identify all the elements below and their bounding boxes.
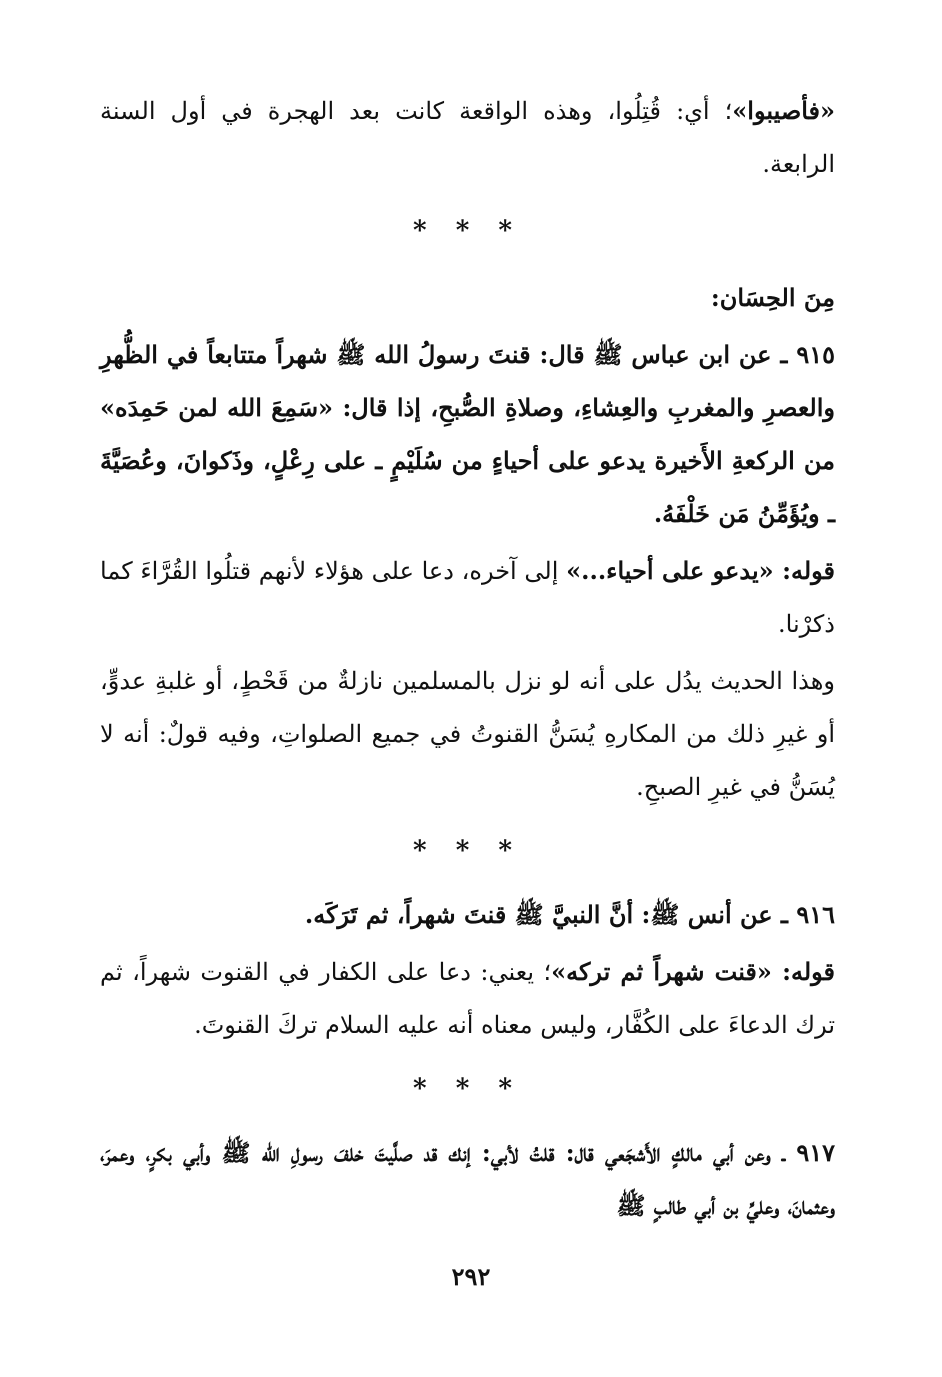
quote-fa-usibu: «فأصيبوا» — [732, 96, 835, 125]
hadith-915: ٩١٥ ـ عن ابن عباس ﷺ قال: قنتَ رسولُ الله ﷺ شهراً متتابعاً في الظُّهرِ والعصرِ والمغربِ والعِشاءِ، وصلاةِ الصُّبحِ، إذا قال: «سَمِعَ الله لمن حَمِدَه» من الركعةِ الأَخيرة يدعو على أحياءٍ من سُلَيْمٍ ـ على رِعْلٍ، وذَكوانَ، وعُصَيَّةَ ـ ويُؤَمِّنُ مَن خَلْفَهُ. — [100, 340, 835, 528]
separator-1: * * * — [413, 216, 522, 246]
comment-915-a-text: إلى آخره، دعا على هؤلاء لأنهم قتلُوا القُرَّاءَ كما ذكرْنا. — [100, 557, 835, 638]
page-number: ٢٩٢ — [451, 1262, 491, 1291]
comment-915-b: وهذا الحديث يدُل على أنه لو نزل بالمسلمين نازلةٌ من قَحْطٍ، أو غلبةِ عدوٍّ، أو غيرِ ذلك من المكارهِ يُسَنُّ القنوتُ في جميع الصلواتِ، وفيه قولٌ: أنه لا يُسَنُّ في غيرِ الصبحِ. — [100, 667, 836, 801]
page-body — [100, 84, 835, 1232]
comment-915-a-lead: قوله: «يدعو على أحياء...» — [566, 556, 835, 585]
hadith-917: ٩١٧ ـ وعن أبي مالكٍ الأَشجَعي قال: قلتُ لأبي: إنك قد صلَّيتَ خلفَ رسولِ الله ﷺ وأبي بكرٍ، وعمرَ، وعثمانَ، وعليِّ بن أبي طالبٍ ﷺ — [100, 1138, 835, 1220]
comment-915-a — [100, 544, 835, 651]
hadith-916: ٩١٦ ـ عن أنس ﷺ: أنَّ النبيَّ ﷺ قنتَ شهراً، ثم تَرَكَه. — [304, 900, 835, 929]
separator-3: * * * — [413, 1074, 522, 1104]
comment-916 — [100, 945, 835, 1052]
comment-916-text: ؛ يعني: دعا على الكفار في القنوت شهراً، ثم ترك الدعاءَ على الكُفَّار، وليس معناه أنه عليه السلام تركَ القنوتَ. — [100, 958, 835, 1039]
paragraph-1-text: ؛ أي: قُتِلُوا، وهذه الواقعة كانت بعد الهجرة في أول السنة الرابعة. — [100, 97, 835, 178]
section-heading: مِنَ الحِسَان: — [710, 283, 835, 312]
separator-2: * * * — [413, 836, 522, 866]
paragraph-1 — [100, 84, 835, 191]
comment-916-lead: قوله: «قنت شهراً ثم تركه» — [551, 957, 836, 986]
